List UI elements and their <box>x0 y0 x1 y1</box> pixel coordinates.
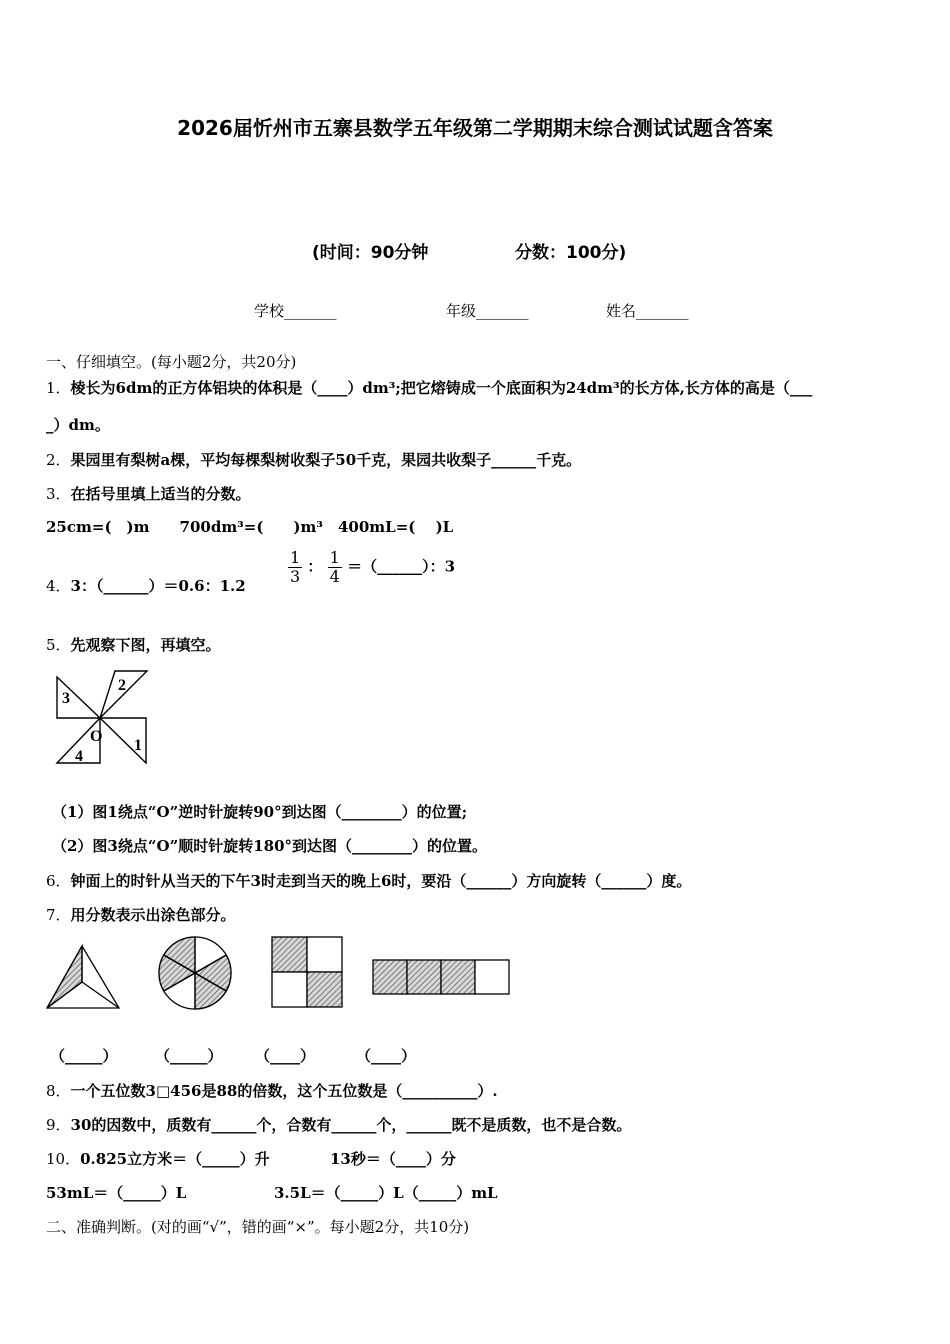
question-10-b: 13秒＝（____）分 <box>330 1150 456 1168</box>
question-number: 5． <box>46 636 71 654</box>
answer-blank-square: （____） <box>255 1047 316 1065</box>
strip-figure <box>373 960 509 994</box>
question-8 <box>46 1080 498 1101</box>
question-5-sub1: （1）图1绕点“O”逆时针旋转90°到达图（________）的位置; <box>52 803 468 821</box>
question-3-text: 在括号里填上适当的分数。 <box>70 485 251 503</box>
question-7-text: 用分数表示出涂色部分。 <box>70 906 236 924</box>
question-1-line2: _）dm。 <box>46 416 110 434</box>
page-title: 2026届忻州市五寨县数学五年级第二学期期末综合测试试题含答案 <box>177 116 773 140</box>
section-2-heading: 二、准确判断。(对的画“√”，错的画“×”。每小题2分，共10分) <box>46 1218 470 1236</box>
question-4-part2: ＝（______）：3 <box>347 557 456 576</box>
label-2: 2 <box>118 677 126 694</box>
question-4 <box>46 575 246 596</box>
section-1-heading: 一、仔细填空。(每小题2分，共20分) <box>46 353 297 371</box>
name-field: 姓名_______ <box>606 302 689 320</box>
colon: ： <box>307 557 323 576</box>
question-10-c: 53mL＝（_____）L <box>46 1184 187 1202</box>
question-10-d: 3.5L＝（_____）L（_____）mL <box>274 1184 498 1202</box>
question-10 <box>46 1148 270 1169</box>
pinwheel-figure <box>50 665 160 770</box>
question-number: 10． <box>46 1150 81 1168</box>
shaded-shapes <box>40 930 520 1015</box>
question-1 <box>46 377 812 398</box>
fraction-one-third: $\frac{1}{3}$ <box>290 548 301 586</box>
label-3: 3 <box>62 690 70 707</box>
question-number: 1． <box>46 379 71 397</box>
label-4: 4 <box>75 748 83 765</box>
question-5-text: 先观察下图，再填空。 <box>70 636 221 654</box>
question-6 <box>46 870 691 891</box>
exam-time: (时间：90分钟 <box>312 243 429 263</box>
question-5-sub2: （2）图3绕点“O”顺时针旋转180°到达图（________）的位置。 <box>52 837 488 855</box>
question-number: 8． <box>46 1082 71 1100</box>
answer-blank-circle: （_____） <box>155 1047 223 1065</box>
question-number: 9． <box>46 1116 71 1134</box>
triangle-figure <box>47 946 119 1008</box>
question-9-text: 30的因数中，质数有______个，合数有______个，______既不是质数，也不是合数。 <box>70 1116 632 1134</box>
question-10-a: 0.825立方米＝（_____）升 <box>80 1150 270 1168</box>
question-number: 6． <box>46 872 71 890</box>
question-8-text: 一个五位数3□456是88的倍数，这个五位数是（__________）. <box>70 1082 498 1100</box>
answer-blank-strip: （____） <box>356 1047 417 1065</box>
school-field: 学校_______ <box>254 302 337 320</box>
question-2 <box>46 449 581 470</box>
question-4-part1: 3：（______）＝0.6：1.2 <box>70 577 246 595</box>
grade-field: 年级_______ <box>446 302 529 320</box>
question-5 <box>46 634 221 655</box>
question-1-line1: 棱长为6dm的正方体铝块的体积是（____）dm³;把它熔铸成一个底面积为24dm³的长方体,长方体的高是（___ <box>70 379 813 397</box>
exam-score: 分数：100分) <box>515 243 627 263</box>
question-9 <box>46 1114 631 1135</box>
question-6-text: 钟面上的时针从当天的下午3时走到当天的晚上6时，要沿（______）方向旋转（______）度。 <box>70 872 692 890</box>
circle-figure <box>159 937 231 1009</box>
question-number: 4． <box>46 577 71 595</box>
label-o: O <box>90 728 103 745</box>
question-number: 7． <box>46 906 71 924</box>
square-figure <box>272 937 342 1007</box>
fraction-one-quarter: $\frac{1}{4}$ <box>329 548 340 586</box>
question-3 <box>46 483 251 504</box>
question-7 <box>46 904 236 925</box>
question-4-fractions <box>288 549 455 586</box>
question-2-text: 果园里有梨树a棵，平均每棵梨树收梨子50千克，果园共收梨子______千克。 <box>70 451 582 469</box>
question-number: 3． <box>46 485 71 503</box>
question-3-blanks: 25cm=( )m 700dm³=( )m³ 400mL=( )L <box>46 518 454 536</box>
answer-blank-triangle: （_____） <box>50 1047 118 1065</box>
label-1: 1 <box>134 737 142 754</box>
question-number: 2． <box>46 451 71 469</box>
